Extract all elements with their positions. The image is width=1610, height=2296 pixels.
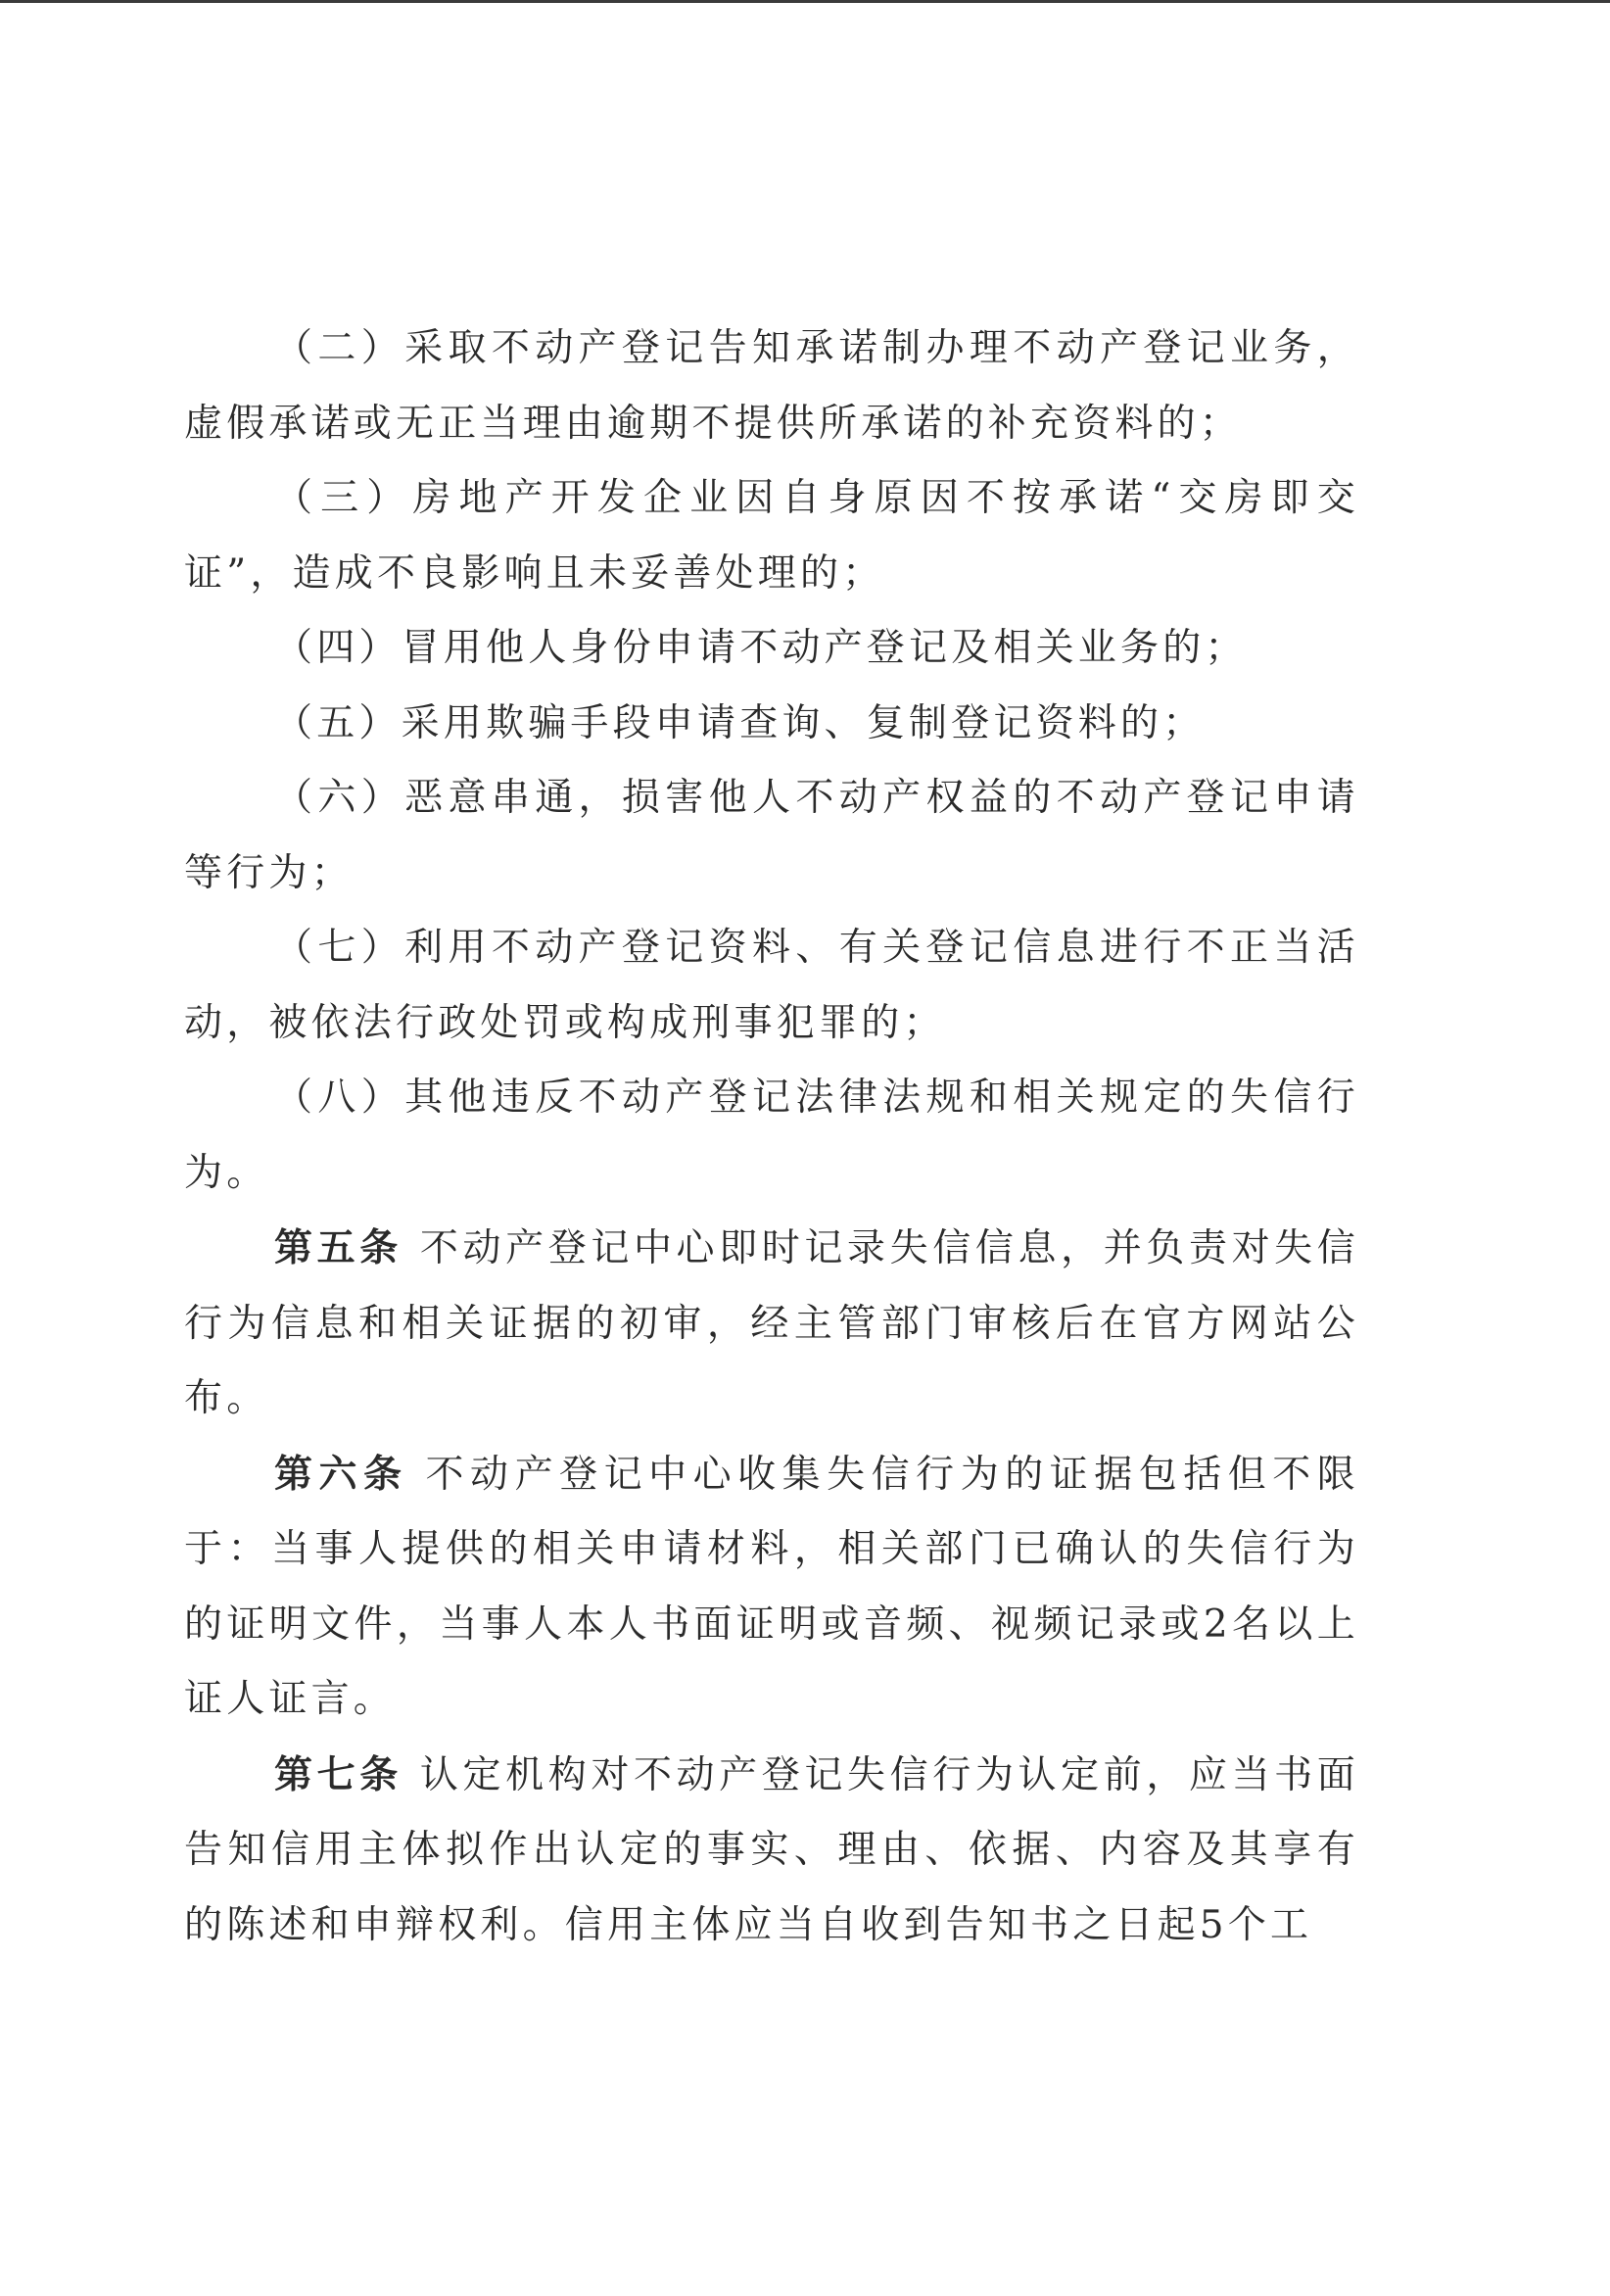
paragraph-text: （四）冒用他人身份申请不动产登记及相关业务的； bbox=[274, 626, 1248, 670]
article-7 bbox=[184, 1738, 1359, 1964]
article-5 bbox=[184, 1211, 1359, 1437]
paragraph-item-2 bbox=[184, 311, 1359, 461]
document-body bbox=[184, 311, 1359, 1963]
page-top-edge bbox=[0, 0, 1610, 3]
article-text: 不动产登记中心收集失信行为的证据包括但不限于：当事人提供的相关申请材料，相关部门已确认的失信行为的证明文件，当事人本人书面证明或音频、视频记录或2名以上证人证言。 bbox=[184, 1452, 1359, 1721]
article-label: 第七条 bbox=[274, 1751, 402, 1797]
paragraph-item-3 bbox=[184, 461, 1359, 611]
paragraph-item-6 bbox=[184, 761, 1359, 911]
paragraph-text: （七）利用不动产登记资料、有关登记信息进行不正当活动，被依法行政处罚或构成刑事犯罪的； bbox=[184, 926, 1359, 1045]
article-label: 第六条 bbox=[274, 1451, 408, 1497]
paragraph-item-4 bbox=[184, 611, 1359, 687]
article-6 bbox=[184, 1437, 1359, 1738]
paragraph-item-5 bbox=[184, 687, 1359, 762]
article-text: 不动产登记中心即时记录失信信息，并负责对失信行为信息和相关证据的初审，经主管部门审核后在官方网站公布。 bbox=[184, 1226, 1359, 1420]
article-text: 认定机构对不动产登记失信行为认定前，应当书面告知信用主体拟作出认定的事实、理由、依据、内容及其享有的陈述和申辩权利。信用主体应当自收到告知书之日起5个工 bbox=[184, 1752, 1359, 1947]
paragraph-item-7 bbox=[184, 911, 1359, 1061]
article-label: 第五条 bbox=[274, 1225, 402, 1270]
paragraph-item-8 bbox=[184, 1061, 1359, 1211]
paragraph-text: （二）采取不动产登记告知承诺制办理不动产登记业务，虚假承诺或无正当理由逾期不提供所承诺的补充资料的； bbox=[184, 326, 1359, 446]
paragraph-text: （三）房地产开发企业因自身原因不按承诺“交房即交证”，造成不良影响且未妥善处理的； bbox=[184, 476, 1359, 596]
paragraph-text: （六）恶意串通，损害他人不动产权益的不动产登记申请等行为； bbox=[184, 776, 1359, 895]
paragraph-text: （八）其他违反不动产登记法律法规和相关规定的失信行为。 bbox=[184, 1076, 1359, 1195]
paragraph-text: （五）采用欺骗手段申请查询、复制登记资料的； bbox=[274, 700, 1206, 745]
